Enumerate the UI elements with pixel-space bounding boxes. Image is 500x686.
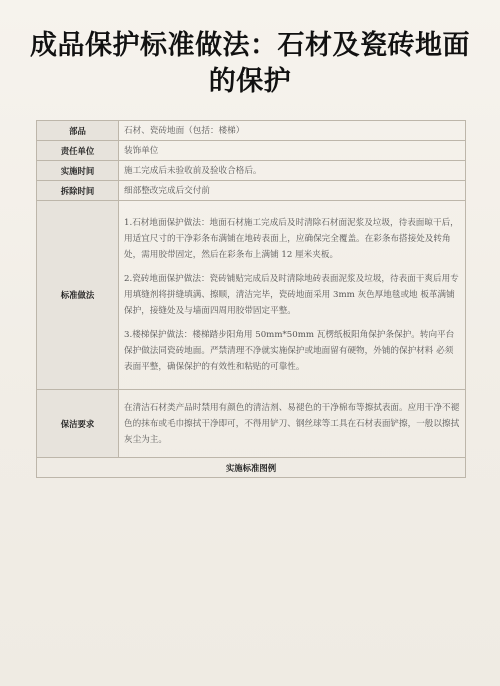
row-value-part: 石材、瓷砖地面（包括：楼梯） xyxy=(119,121,466,141)
row-value-time: 施工完成后未验收前及验收合格后。 xyxy=(119,161,466,181)
table-row-unit xyxy=(37,141,466,161)
standard-paragraph-2: 2.瓷砖地面保护做法：瓷砖铺贴完成后及时清除地砖表面泥浆及垃圾，待表面干爽后用专用填缝剂将拼缝填满、擦顺，清洁完毕，瓷砖地面采用 3mm 灰色厚地毯或地 板革满铺保护，接缝处及与墙面四周用胶带固定平整。 xyxy=(124,274,459,316)
protection-standard-table xyxy=(36,120,466,478)
table-row-footer xyxy=(37,458,466,478)
row-label-standard: 标准做法 xyxy=(37,201,119,390)
row-value-standard xyxy=(119,201,466,390)
row-value-care: 在清洁石材类产品时禁用有颜色的清洁剂、易褪色的干净棉布等擦拭表面。应用干净不褪色的抹布或毛巾擦拭干净即可，不得用铲刀、钢丝球等工具在石材表面铲擦，一般以擦拭灰尘为主。 xyxy=(119,390,466,458)
row-label-time: 实施时间 xyxy=(37,161,119,181)
legend-heading: 实施标准图例 xyxy=(37,458,466,478)
table-row-time xyxy=(37,161,466,181)
row-label-part: 部品 xyxy=(37,121,119,141)
table-row-removal xyxy=(37,181,466,201)
row-value-removal: 细部整改完成后交付前 xyxy=(119,181,466,201)
table-row-part xyxy=(37,121,466,141)
table-row-care xyxy=(37,390,466,458)
page-title-line-2: 的保护 xyxy=(208,66,292,97)
row-value-unit: 装饰单位 xyxy=(119,141,466,161)
page-title xyxy=(20,28,480,100)
row-label-care: 保洁要求 xyxy=(37,390,119,458)
row-label-unit: 责任单位 xyxy=(37,141,119,161)
page-title-line-1: 成品保护标准做法：石材及瓷砖地面 xyxy=(30,30,470,61)
standard-paragraph-3: 3.楼梯保护做法：楼梯踏步阳角用 50mm*50mm 瓦楞纸板阳角保护条保护。转向平台 保护做法同瓷砖地面。严禁清理不净就实施保护或地面留有硬物，外铺的保护材料 必须表面平整，确保保护的有效性和粘贴的可靠性。 xyxy=(124,330,455,372)
standard-paragraph-1: 1.石材地面保护做法：地面石材施工完成后及时清除石材面泥浆及垃圾，待表面晾干后，用适宜尺寸的干净彩条布满铺在地砖表面上，应确保完全覆盖。在彩条布搭接处及转角处，需用胶带固定，然后在彩条布上满铺 12 厘米夹板。 xyxy=(124,218,459,260)
table-row-standard xyxy=(37,201,466,390)
row-label-removal: 拆除时间 xyxy=(37,181,119,201)
